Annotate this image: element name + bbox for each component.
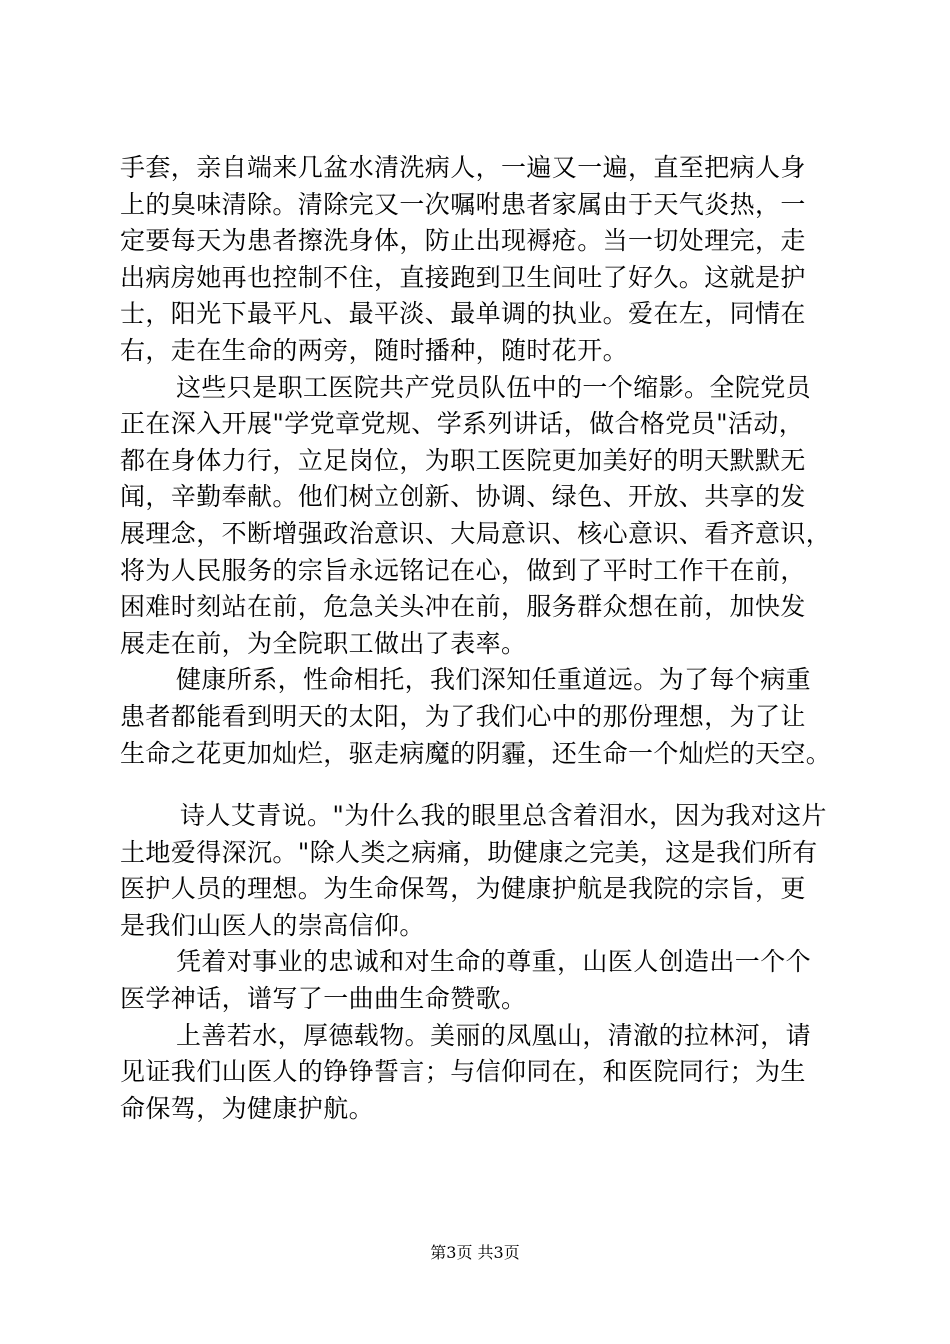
text-line: 医护人员的理想。为生命保驾，为健康护航是我院的宗旨，更 [120,874,806,904]
text-line: 这些只是职工医院共产党员队伍中的一个缩影。全院党员 [176,372,812,402]
paragraph [120,798,832,944]
text-line: 土地爱得深沉。"除人类之病痛，助健康之完美，这是我们所有 [120,837,818,867]
text-line: 出病房她再也控制不住，直接跑到卫生间吐了好久。这就是护 [120,262,806,292]
text-line: 展走在前，为全院职工做出了表率。 [120,628,527,658]
paragraph [120,370,832,663]
text-line: 凭着对事业的忠诚和对生命的尊重，山医人创造出一个个 [176,947,812,977]
page-number-footer: 第3页 共3页 [430,1243,520,1262]
text-line: 将为人民服务的宗旨永远铭记在心，做到了平时工作干在前， [120,555,806,585]
text-line: 都在身体力行，立足岗位，为职工医院更加美好的明天默默无 [120,445,806,475]
text-line: 诗人艾青说。"为什么我的眼里总含着泪水，因为我对这片 [180,801,827,831]
document-body [120,150,832,1127]
text-line: 右，走在生命的两旁，随时播种，随时花开。 [120,335,629,365]
text-line: 手套，亲自端来几盆水清洗病人，一遍又一遍，直至把病人身 [120,153,806,182]
text-line: 是我们山医人的崇高信仰。 [120,910,425,940]
paragraph [120,150,832,370]
text-line: 正在深入开展"学党章党规、学系列讲话，做合格党员"活动， [120,409,805,439]
paragraph [120,944,832,1017]
text-line: 健康所系，性命相托，我们深知任重道远。为了每个病重 [176,665,812,695]
text-line: 展理念，不断增强政治意识、大局意识、核心意识、看齐意识， [120,518,832,548]
text-line: 患者都能看到明天的太阳，为了我们心中的那份理想，为了让 [120,701,806,731]
paragraph [120,1018,832,1128]
text-line: 困难时刻站在前，危急关头冲在前，服务群众想在前，加快发 [120,592,806,622]
text-line: 生命之花更加灿烂，驱走病魔的阴霾，还生命一个灿烂的天空。 [120,738,832,768]
text-line: 定要每天为患者擦洗身体，防止出现褥疮。当一切处理完，走 [120,226,806,256]
paragraph-gap [120,772,832,798]
paragraph [120,662,832,772]
text-line: 医学神话，谱写了一曲曲生命赞歌。 [120,984,527,1014]
text-line: 见证我们山医人的铮铮誓言；与信仰同在，和医院同行；为生 [120,1057,806,1087]
text-line: 士，阳光下最平凡、最平淡、最单调的执业。爱在左，同情在 [120,299,806,329]
text-line: 上善若水，厚德载物。美丽的凤凰山，清澈的拉林河，请 [176,1020,812,1050]
text-line: 命保驾，为健康护航。 [120,1093,375,1123]
text-line: 闻，辛勤奉献。他们树立创新、协调、绿色、开放、共享的发 [120,482,806,512]
text-line: 上的臭味清除。清除完又一次嘱咐患者家属由于天气炎热，一 [120,189,806,219]
